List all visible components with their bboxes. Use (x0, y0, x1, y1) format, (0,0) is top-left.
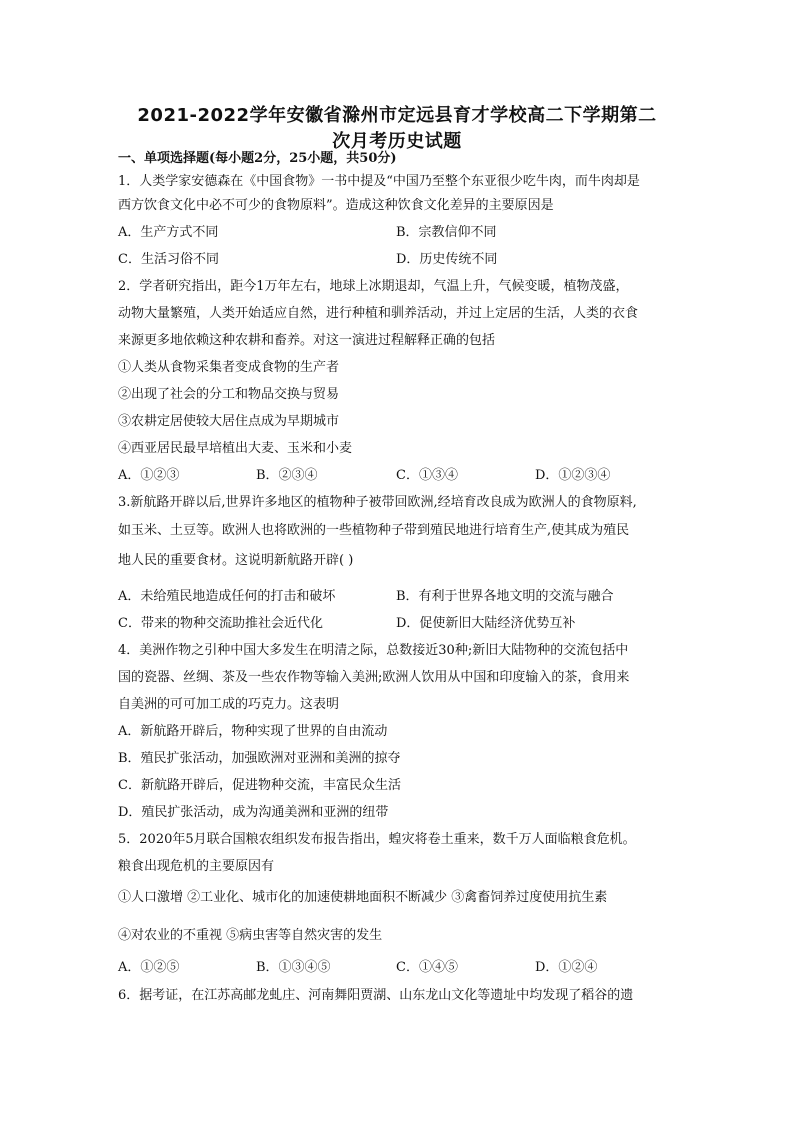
q2-item-4: ④西亚居民最早培植出大麦、玉米和小麦 (118, 441, 353, 456)
q3-option-c: C．带来的物种交流助推社会近代化 (118, 616, 323, 631)
q2-option-b: B．②③④ (256, 468, 318, 483)
q2-option-c: C．①③④ (396, 468, 458, 483)
q4-stem-1: 4．美洲作物之引种中国大多发生在明清之际，总数接近30种;新旧大陆物种的交流包括中 (118, 643, 629, 658)
q2-stem-1: 2．学者研究指出，距今1万年左右，地球上冰期退却，气温上升，气候变暖，植物茂盛， (118, 279, 629, 294)
title-line-1: 2021-2022学年安徽省滁州市定远县育才学校高二下学期第二 (137, 105, 657, 126)
q3-stem-1: 3.新航路开辟以后,世界许多地区的植物种子被带回欧洲,经培育改良成为欧洲人的食物原料, (118, 495, 637, 510)
q3-option-a: A．未给殖民地造成任何的打击和破坏 (118, 589, 336, 604)
q1-option-b: B．宗教信仰不同 (396, 225, 497, 240)
q4-option-c: C．新航路开辟后，促进物种交流，丰富民众生活 (118, 778, 401, 793)
q4-stem-3: 自美洲的可可加工成的巧克力。这表明 (118, 697, 340, 712)
q2-option-d: D．①②③④ (535, 468, 611, 483)
q5-stem-1: 5．2020年5月联合国粮农组织发布报告指出，蝗灾将卷土重来，数千万人面临粮食危机。 (118, 832, 636, 847)
q5-option-d: D．①②④ (535, 960, 598, 975)
q2-item-2: ②出现了社会的分工和物品交换与贸易 (118, 387, 340, 402)
q3-option-b: B．有利于世界各地文明的交流与融合 (396, 589, 614, 604)
q1-option-d: D．历史传统不同 (396, 252, 498, 267)
q2-item-3: ③农耕定居使较大居住点成为早期城市 (118, 414, 340, 429)
q4-option-d: D．殖民扩张活动，成为沟通美洲和亚洲的纽带 (118, 805, 389, 820)
q2-stem-2: 动物大量繁殖，人类开始适应自然，进行种植和驯养活动，并过上定居的生活，人类的衣食 (118, 306, 639, 321)
q6-stem-1: 6．据考证，在江苏高邮龙虬庄、河南舞阳贾湖、山东龙山文化等遗址中均发现了稻谷的遗 (118, 988, 634, 1003)
q5-items-1: ①人口激增 ②工业化、城市化的加速使耕地面积不断减少 ③禽畜饲养过度使用抗生素 (118, 890, 608, 905)
q3-stem-2: 如玉米、土豆等。欧洲人也将欧洲的一些植物种子带到殖民地进行培育生产,使其成为殖民 (118, 523, 630, 538)
q1-option-a: A．生产方式不同 (118, 225, 219, 240)
q1-stem-1: 1．人类学家安德森在《中国食物》一书中提及“中国乃至整个东亚很少吃牛肉，而牛肉却是 (118, 174, 640, 189)
title-line-2: 次月考历史试题 (332, 131, 462, 152)
q3-stem-3: 地人民的重要食材。这说明新航路开辟( ) (118, 553, 354, 568)
q1-option-c: C．生活习俗不同 (118, 252, 219, 267)
q4-stem-2: 国的瓷器、丝绸、茶及一些农作物等输入美洲;欧洲人饮用从中国和印度输入的茶，食用来 (118, 670, 630, 685)
q2-option-a: A．①②③ (118, 468, 180, 483)
q4-option-b: B．殖民扩张活动，加强欧洲对亚洲和美洲的掠夺 (118, 751, 401, 766)
q4-option-a: A．新航路开辟后，物种实现了世界的自由流动 (118, 724, 388, 739)
q5-option-c: C．①④⑤ (396, 960, 458, 975)
q5-option-b: B．①③④⑤ (256, 960, 331, 975)
q3-option-d: D．促使新旧大陆经济优势互补 (396, 616, 576, 631)
q2-stem-3: 来源更多地依赖这种农耕和畜养。对这一演进过程解释正确的包括 (118, 333, 496, 348)
section-heading: 一、单项选择题(每小题2分，25小题，共50分) (118, 151, 397, 166)
q1-stem-2: 西方饮食文化中必不可少的食物原料”。造成这种饮食文化差异的主要原因是 (118, 198, 554, 213)
q5-stem-2: 粮食出现危机的主要原因有 (118, 859, 275, 874)
q5-items-2: ④对农业的不重视 ⑤病虫害等自然灾害的发生 (118, 928, 383, 943)
q5-option-a: A．①②⑤ (118, 960, 180, 975)
q2-item-1: ①人类从食物采集者变成食物的生产者 (118, 360, 340, 375)
